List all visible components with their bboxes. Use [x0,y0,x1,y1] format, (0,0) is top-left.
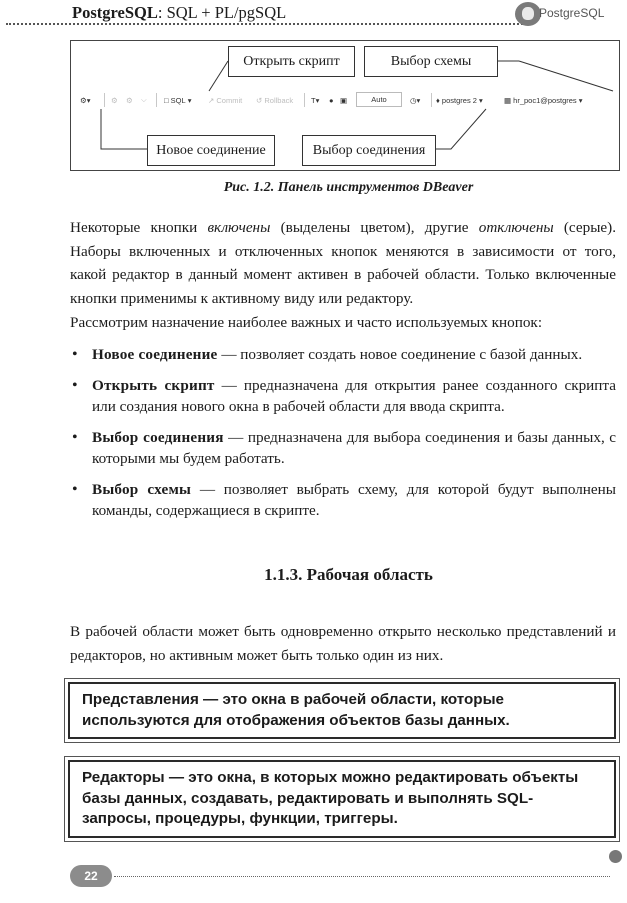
toolbar-separator [104,93,105,107]
postgresql-logo [515,0,625,28]
running-title-rest: : SQL + PL/pgSQL [157,3,287,22]
callout-select-schema: Выбор схемы [364,46,498,77]
connection-label: postgres 2 [441,95,477,105]
list-item [70,479,616,521]
leader-select-connection [436,109,486,149]
list-item-term: Выбор схемы [92,481,192,498]
list-item-term: Открыть скрипт [92,377,215,394]
paragraph-intro-list: Рассмотрим назначение наиболее важных и часто используемых кнопок: [70,314,543,331]
definition-views-text: Представления — это окна в рабочей области, которые используются для отображения объектов базы данных. [68,682,616,739]
open-script-button[interactable]: □ SQL ▾ [164,95,192,105]
commit-icon: ↗ [208,95,217,105]
settings-icon[interactable]: ● [329,95,334,105]
list-item-text: — позволяет выбрать схему, для которой будут выполнены команды, содержащиеся в скрипте. [92,481,617,519]
elephant-small-icon: ♦ [436,95,442,105]
footer-dot [609,850,622,863]
script-file-icon: □ [164,95,171,105]
callout-new-connection: Новое соединение [147,135,275,166]
page-footer [0,860,627,896]
p1-em-enabled: включены [207,219,271,236]
running-title-bold: PostgreSQL [72,3,158,22]
select-connection-combo[interactable]: ♦ postgres 2 ▾ [436,95,483,105]
rollback-icon: ↺ [256,95,265,105]
list-item [70,375,616,417]
disconnect-icon[interactable]: ⚙ [111,95,118,105]
button-list [70,344,616,531]
p1-text-2: (выделены цветом), другие [270,219,479,236]
page-number: 22 [70,865,112,887]
footer-divider [114,876,610,877]
running-title [72,3,286,23]
schema-icon: ▦ [504,95,514,105]
filter-icon[interactable]: ⌵ [141,95,147,104]
commit-button[interactable] [208,94,242,106]
toolbar-separator [156,93,157,107]
logo-text: PostgreSQL [539,6,605,20]
leader-new-connection [101,109,147,149]
toolbar-figure [70,40,620,171]
commit-mode-select[interactable]: Auto [356,92,402,107]
definition-box-views [64,678,620,743]
toolbar-separator [304,93,305,107]
elephant-icon [515,2,541,26]
header-divider [6,23,526,25]
page-header [0,0,627,24]
definition-editors-text: Редакторы — это окна, в которых можно редактировать объекты базы данных, создавать, редактировать и выполнять SQL-запросы, процедуры, функции, триггеры. [68,760,616,838]
commit-label: Commit [216,95,243,105]
paragraph-buttons-state [70,216,616,310]
list-item-term: Новое соединение [92,346,218,363]
list-item-text: — предназначена для открытия ранее созданного скрипта или создания нового окна в рабочей области для ввода скрипта. [92,377,616,415]
callout-open-script: Открыть скрипт [228,46,355,77]
figure-caption: Рис. 1.2. Панель инструментов DBeaver [223,180,474,195]
leader-open-script [209,61,228,91]
callout-select-connection: Выбор соединения [302,135,436,166]
list-item [70,344,616,365]
section-title: 1.1.3. Рабочая область [264,565,433,584]
p1-text-3: (серые). Наборы включенных и отключенных кнопок меняются в зависимости от того, какой редактор в данный момент активен в рабочей области. Только включенные кнопки применимы к активному виду или редактору. [70,219,616,307]
select-schema-combo[interactable]: ▦ hr_poc1@postgres ▾ [504,95,583,105]
p1-text-1: Некоторые кнопки [70,219,208,236]
toolbar-separator [431,93,432,107]
paragraph-workspace: В рабочей области может быть одновременно открыто несколько представлений и редакторов, но активным может быть только один из них. [70,623,616,664]
invalidate-icon[interactable]: ⚙ [126,95,133,105]
transaction-mode-icon[interactable]: T▾ [311,95,320,105]
dbeaver-toolbar [76,91,616,109]
leader-schema [519,61,613,91]
list-item-text: — предназначена для выбора соединения и базы данных, с которыми мы будем работать. [92,429,616,467]
schema-label: hr_poc1@postgres [513,95,577,105]
new-connection-icon[interactable]: ⚙▾ [80,95,91,105]
list-item [70,427,616,469]
definition-box-editors [64,756,620,842]
rollback-label: Rollback [264,95,294,105]
sql-label: SQL [170,95,186,105]
lock-icon[interactable]: ▣ [340,95,348,105]
p1-em-disabled: отключены [478,219,554,236]
list-item-term: Выбор соединения [92,429,224,446]
history-icon[interactable]: ◷▾ [410,95,421,105]
list-item-text: — позволяет создать новое соединение с базой данных. [217,346,583,363]
rollback-button[interactable] [256,94,293,106]
